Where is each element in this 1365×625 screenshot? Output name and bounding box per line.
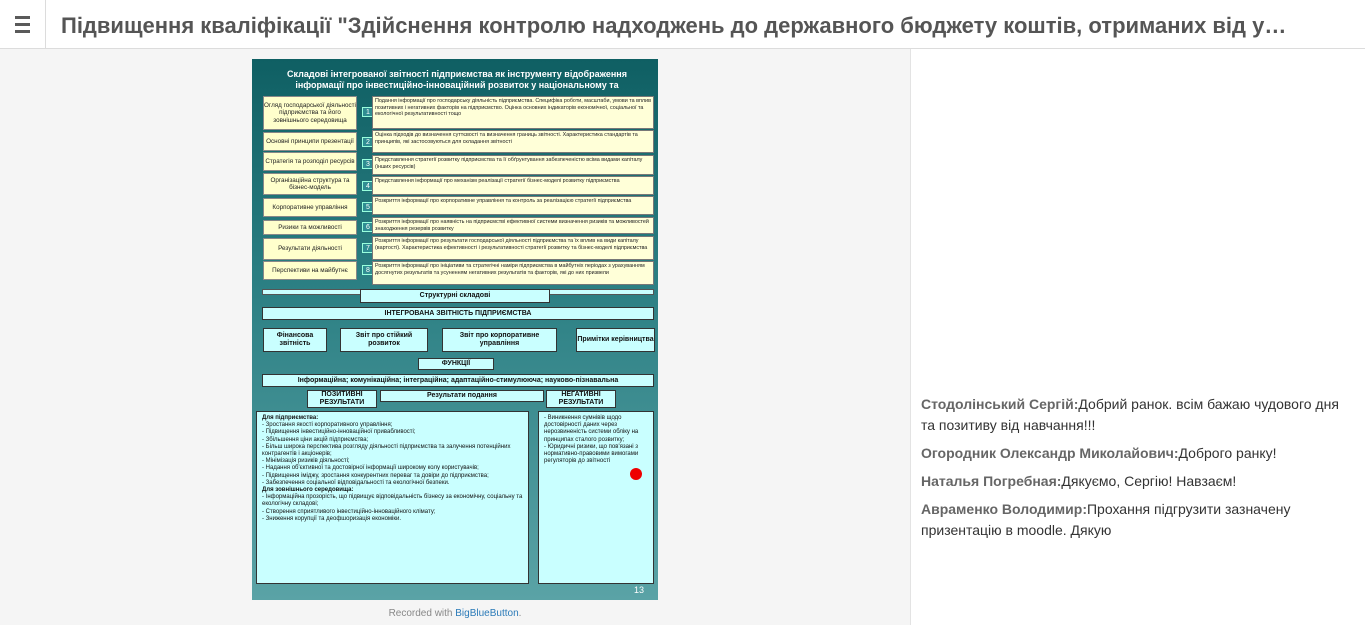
functions-label: ФУНКЦІЇ (418, 358, 494, 370)
functions-list: Інформаційна; комунікаційна; інтеграційна; адаптаційно-стимулююча; науково-пізнавальна (262, 374, 654, 387)
positive-list-enterprise: - Зростання якості корпоративного управління; - Підвищення інвестиційно-інноваційної привабливості; - Збільшення ціни акцій підприємства; - Більш широка перспектива розгляду діяльності підприємства та залучення потенційних контрагентів і акціонерів; - Мінімізація ризиків діяльності; - Надання об'єктивної та достовірної інформації широкому колу користувачів; - Підвищення іміджу, зростання конкурентних переваг та довіри до підприємства; - Забезпечення соціальної відповідальності та екологічної безпеки. (262, 422, 511, 486)
hamburger-icon (15, 14, 30, 35)
chat-message (921, 443, 1351, 464)
slide-row-label: Результати діяльності (263, 238, 357, 260)
chat-message (921, 499, 1351, 541)
chat-messages (921, 394, 1351, 548)
report-management-notes: Примітки керівництва (576, 328, 655, 352)
recorded-suffix: . (518, 608, 522, 619)
slide-row-description: Розкриття інформації про ініціативи та стратегічні наміри підприємства в майбутніх періодах з урахуванням досягнутих результатів та усуненням негативних результатів та факторів, які до них призвели (372, 261, 654, 285)
slide-row-description: Оцінка підходів до визначення суттєвості та визначення границь звітності. Характеристика стандартів та принципів, які застосовуються для складання звітності (372, 130, 654, 153)
report-sustainable: Звіт про стійкий розвиток (340, 328, 428, 352)
chat-author: Стодолінський Сергій: (921, 396, 1079, 412)
slide-row-number: 4 (362, 181, 374, 191)
slide-row-number: 6 (362, 222, 374, 232)
negative-results-label: НЕГАТИВНІ РЕЗУЛЬТАТИ (546, 390, 616, 408)
results-submission-label: Результати подання (380, 390, 544, 402)
integrated-reporting-label: ІНТЕГРОВАНА ЗВІТНІСТЬ ПІДПРИЄМСТВА (262, 307, 654, 320)
slide-row-label: Огляд господарської діяльності підприємства та його зовнішнього середовища (263, 96, 357, 130)
recorded-with-note (252, 608, 658, 619)
slide-row-description: Розкриття інформації про результати господарської діяльності підприємства та їх вплив на види капіталу (вартості). Характеристика ефективності і результативності стратегії розвитку та бізнес-моделі підприємства (372, 236, 654, 260)
slide-row-description: Подання інформації про господарську діяльність підприємства. Специфіка роботи, масштаби, умови та вплив позитивних і негативних факторів на підприємство. Оцінка основних індикаторів економічної, соціальної та екологічної результативності тощо (372, 96, 654, 129)
slide-page-number: 13 (633, 585, 644, 595)
chat-text: Доброго ранку! (1178, 445, 1277, 461)
positive-results-label: ПОЗИТИВНІ РЕЗУЛЬТАТИ (307, 390, 377, 408)
structural-components-label: Структурні складові (360, 289, 550, 303)
chat-panel (910, 49, 1365, 625)
slide-row-number: 8 (362, 265, 374, 275)
slide-row-description: Представлення інформації про механізм реалізації стратегії бізнес-моделі розвитку підприємства (372, 176, 654, 195)
slide-row-number: 2 (362, 137, 374, 147)
recorded-prefix: Recorded with (388, 608, 456, 619)
chat-text: Добрий ранок. всім бажаю чудового дня та позитиву від навчання!!! (921, 396, 1339, 433)
slide-row-number: 1 (362, 107, 374, 117)
slide-row-description: Розкриття інформації про наявність на підприємстві ефективної системи визначення ризиків та можливостей знаходження резервів розвитку (372, 217, 654, 234)
report-financial: Фінансова звітність (263, 328, 327, 352)
slide-row-label: Стратегія та розподіл ресурсів (263, 152, 357, 171)
presentation-pointer (630, 468, 642, 480)
chat-text: Дякуємо, Сергію! Навзаєм! (1061, 473, 1237, 489)
bigbluebutton-link[interactable]: BigBlueButton (455, 608, 519, 619)
positive-results-box (256, 411, 529, 584)
presentation-area (0, 49, 910, 625)
report-corporate: Звіт про корпоративне управління (442, 328, 557, 352)
slide-row-number: 3 (362, 159, 374, 169)
slide-row-label: Основні принципи презентації (263, 132, 357, 151)
slide-row-label: Перспективи на майбутнє (263, 261, 357, 280)
presentation-slide (252, 59, 658, 600)
header-bar (0, 0, 1365, 49)
slide-title: Складові інтегрованої звітності підприємства як інструменту відображення інформації про інвестиційно-інноваційний розвиток у національному та (287, 69, 627, 90)
positive-heading-environment: Для зовнішнього середовища: (262, 487, 354, 494)
chat-message (921, 471, 1351, 492)
page-title: Підвищення кваліфікації "Здійснення контролю надходжень до державного бюджету коштів, отриманих від у… (61, 13, 1287, 38)
chat-author: Авраменко Володимир: (921, 501, 1087, 517)
slide-row-description: Представлення стратегії розвитку підприємства та її обґрунтування забезпеченістю всіма видами капіталу (інших ресурсів) (372, 155, 654, 175)
chat-author: Наталья Погребная: (921, 473, 1062, 489)
slide-row-number: 7 (362, 243, 374, 253)
slide-row-label: Ризики та можливості (263, 220, 357, 235)
positive-heading-enterprise: Для підприємства: (262, 415, 319, 421)
slide-row-description: Розкриття інформації про корпоративне управління та контроль за реалізацією стратегії підприємства (372, 196, 654, 215)
slide-row-label: Організаційна структура та бізнес-модель (263, 173, 357, 195)
chat-text: Прохання підгрузити зазначену призентацію в moodle. Дякую (921, 501, 1291, 538)
chat-author: Огородник Олександр Миколайович: (921, 445, 1179, 461)
menu-button[interactable] (0, 0, 46, 49)
chat-message (921, 394, 1351, 436)
slide-row-number: 5 (362, 202, 374, 212)
positive-list-environment: - Інформаційна прозорість, що підвищує відповідальність бізнесу за економічну, соціальну та екологічну складові; - Створення сприятливого інвестиційно-інноваційного клімату; - Зниження корупції та деофшоризація економіки. (262, 494, 523, 522)
slide-row-label: Корпоративне управління (263, 198, 357, 217)
negative-results-box: - Виникнення сумнівів щодо достовірності даних через нерозвиненість системи обліку на принципах сталого розвитку; - Юридичні ризики, що пов'язані з нормативно-правовими вимогами регуляторів до звітності (538, 411, 654, 584)
